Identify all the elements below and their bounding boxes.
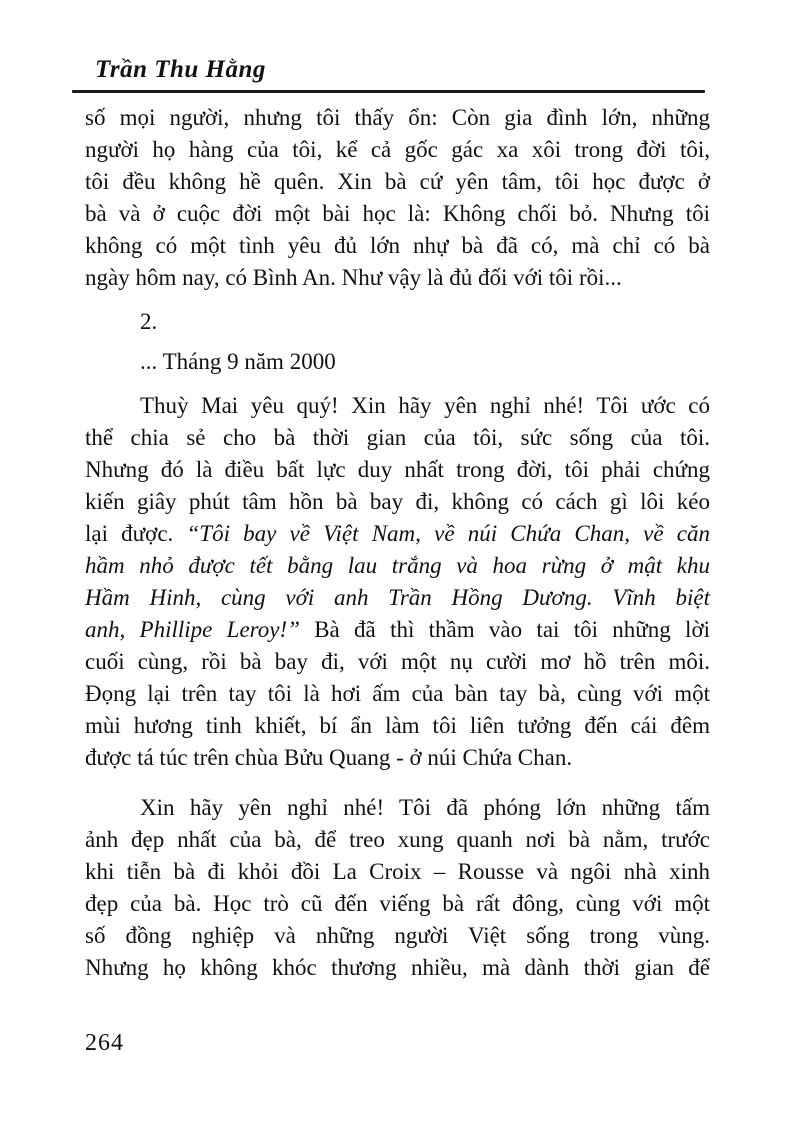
text-line xyxy=(85,306,710,338)
text-line xyxy=(85,824,710,856)
body-text: Đọng lại trên tay tôi là hơi ấm của bàn tay bà, cùng với một xyxy=(85,681,710,706)
body-text: người họ hàng của tôi, kể cả gốc gác xa xôi trong đời tôi, xyxy=(85,137,710,162)
text-line xyxy=(85,614,710,646)
text-line xyxy=(85,550,710,582)
text-line xyxy=(85,582,710,614)
body-text: kiến giây phút tâm hồn bà bay đi, không có cách gì lôi kéo xyxy=(85,489,710,514)
page-number: 264 xyxy=(85,1030,124,1056)
text-line xyxy=(85,166,710,198)
text-line xyxy=(85,646,710,678)
quoted-italic-text: Hầm Hinh, cùng với anh Trần Hồng Dương. Vĩnh biệt xyxy=(85,585,710,610)
text-line xyxy=(85,134,710,166)
body-text: 2. xyxy=(140,309,158,334)
text-line xyxy=(85,230,710,262)
header-rule xyxy=(72,90,705,93)
text-line xyxy=(85,454,710,486)
body-text: tôi đều không hề quên. Xin bà cứ yên tâm, tôi học được ở xyxy=(85,169,710,194)
body-text: Bà đã thì thầm vào tai tôi những lời xyxy=(299,617,710,642)
body-text: ảnh đẹp nhất của bà, để treo xung quanh nơi bà nằm, trước xyxy=(85,827,710,852)
body-text: Thuỳ Mai yêu quý! Xin hãy yên nghỉ nhé! Tôi ước có xyxy=(140,393,710,418)
text-line xyxy=(85,390,710,422)
paragraph-funeral xyxy=(85,792,710,984)
date-line xyxy=(85,346,710,378)
text-line xyxy=(85,952,710,984)
text-line xyxy=(85,346,710,378)
text-line xyxy=(85,742,710,774)
body-text: cuối cùng, rồi bà bay đi, với một nụ cười mơ hồ trên môi. xyxy=(85,649,710,674)
text-line xyxy=(85,486,710,518)
text-line xyxy=(85,518,710,550)
body-text: số đồng nghiệp và những người Việt sống trong vùng. xyxy=(85,923,710,948)
text-line xyxy=(85,920,710,952)
quoted-italic-text: hầm nhỏ được tết bằng lau trắng và hoa rừng ở mật khu xyxy=(85,553,710,578)
body-text: thể chia sẻ cho bà thời gian của tôi, sức sống của tôi. xyxy=(85,425,710,450)
quoted-italic-text: “Tôi bay về Việt Nam, về núi Chứa Chan, về căn xyxy=(186,521,711,546)
text-line xyxy=(85,198,710,230)
page-body xyxy=(85,102,710,984)
body-text: mùi hương tinh khiết, bí ẩn làm tôi liên tưởng đến cái đêm xyxy=(85,713,710,738)
body-text: lại được. xyxy=(85,521,187,546)
text-line xyxy=(85,856,710,888)
body-text: Xin hãy yên nghỉ nhé! Tôi đã phóng lớn những tấm xyxy=(140,795,710,820)
body-text: ngày hôm nay, có Bình An. Như vậy là đủ đối với tôi rồi... xyxy=(85,265,622,290)
text-line xyxy=(85,102,710,134)
running-header-author: Trần Thu Hằng xyxy=(95,56,266,83)
text-line xyxy=(85,792,710,824)
body-text: được tá túc trên chùa Bửu Quang - ở núi Chứa Chan. xyxy=(85,745,573,770)
body-text: ... Tháng 9 năm 2000 xyxy=(140,349,336,374)
body-text: khi tiễn bà đi khỏi đồi La Croix – Rousse và ngôi nhà xinh xyxy=(85,859,710,884)
text-line xyxy=(85,422,710,454)
quoted-italic-text: anh, Phillipe Leroy!” xyxy=(85,617,300,642)
body-text: Nhưng họ không khóc thương nhiều, mà dành thời gian để xyxy=(85,955,710,980)
body-text: Nhưng đó là điều bất lực duy nhất trong đời, tôi phải chứng xyxy=(85,457,710,482)
paragraph-farewell xyxy=(85,390,710,774)
body-text: đẹp của bà. Học trò cũ đến viếng bà rất đông, cùng với một xyxy=(85,891,710,916)
text-line xyxy=(85,888,710,920)
section-number xyxy=(85,306,710,338)
body-text: bà và ở cuộc đời một bài học là: Không chối bỏ. Nhưng tôi xyxy=(85,201,710,226)
body-text: không có một tình yêu đủ lớn nhự bà đã có, mà chỉ có bà xyxy=(85,233,710,258)
paragraph-continuation xyxy=(85,102,710,294)
text-line xyxy=(85,710,710,742)
text-line xyxy=(85,262,710,294)
body-text: số mọi người, nhưng tôi thấy ổn: Còn gia đình lớn, những xyxy=(85,105,710,130)
text-line xyxy=(85,678,710,710)
